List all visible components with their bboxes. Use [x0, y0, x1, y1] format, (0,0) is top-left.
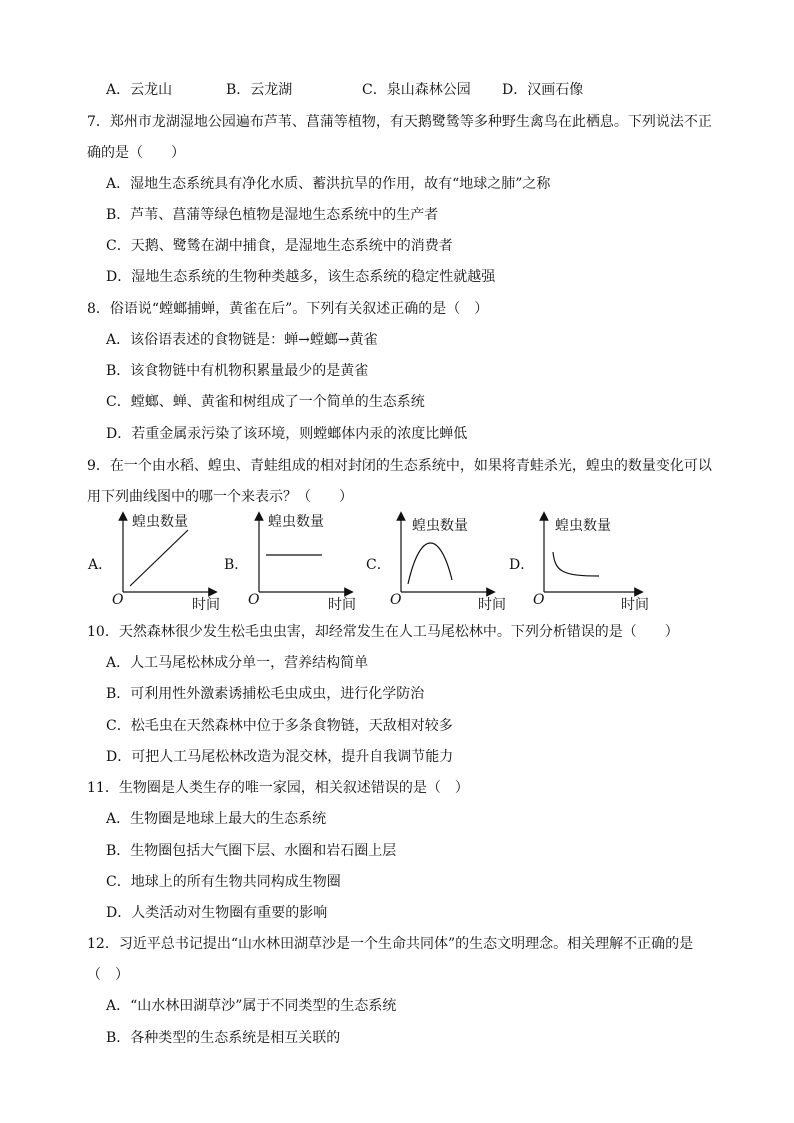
curve-rising [130, 530, 188, 586]
curve-drop-then-flat [553, 552, 599, 576]
q9-graph-b [244, 510, 364, 614]
q8-option-c: C．螳螂、蝉、黄雀和树组成了一个简单的生态系统 [106, 394, 425, 410]
origin-label: O [112, 592, 124, 608]
y-axis-label: 蝗虫数量 [132, 514, 188, 530]
q7-option-a: A．湿地生态系统具有净化水质、蓄洪抗旱的作用，故有“地球之肺”之称 [106, 176, 551, 192]
q7-stem-line1: 7．郑州市龙湖湿地公园遍布芦苇、菖蒲等植物，有天鹅鹭鸶等多种野生禽鸟在此栖息。下列说法不正 [87, 114, 712, 130]
origin-label: O [533, 592, 545, 608]
curve-rise-then-fall [408, 543, 452, 584]
x-axis-label: 时间 [328, 597, 356, 613]
y-axis-label: 蝗虫数量 [412, 518, 468, 534]
q12-stem-line1: 12．习近平总书记提出“山水林田湖草沙是一个生命共同体”的生态文明理念。相关理解不正确的是 [87, 936, 694, 952]
q9-stem-line1: 9．在一个由水稻、蝗虫、青蛙组成的相对封闭的生态系统中，如果将青蛙杀光，蝗虫的数量变化可以 [87, 458, 712, 474]
q11-stem: 11．生物圈是人类生存的唯一家园，相关叙述错误的是（ ） [87, 780, 469, 796]
q10-stem: 10．天然森林很少发生松毛虫虫害，却经常发生在人工马尾松林中。下列分析错误的是（ ） [87, 624, 679, 640]
q6-option-c: C．泉山森林公园 [362, 82, 471, 98]
q12-stem-line2: （ ） [87, 967, 129, 983]
q11-option-b: B．生物圈包括大气圈下层、水圈和岩石圈上层 [106, 843, 397, 859]
q12-option-b: B．各种类型的生态系统是相互关联的 [106, 1030, 341, 1046]
q12-option-a: A．“山水林田湖草沙”属于不同类型的生态系统 [106, 998, 397, 1014]
y-axis-label: 蝗虫数量 [268, 514, 324, 530]
q10-option-a: A．人工马尾松林成分单一，营养结构简单 [106, 655, 369, 671]
y-axis-label: 蝗虫数量 [555, 518, 611, 534]
q9-graph-d-label: D． [509, 557, 535, 573]
x-axis-label: 时间 [478, 597, 506, 613]
q10-option-b: B．可利用性外激素诱捕松毛虫成虫，进行化学防治 [106, 686, 425, 702]
q7-stem-line2: 确的是（ ） [87, 145, 185, 161]
origin-label: O [390, 592, 402, 608]
origin-label: O [248, 592, 260, 608]
q9-graph-a [108, 510, 228, 614]
q9-graph-c-label: C． [366, 557, 391, 573]
q6-option-a: A．云龙山 [106, 82, 173, 98]
q11-option-a: A．生物圈是地球上最大的生态系统 [106, 811, 327, 827]
x-axis-label: 时间 [192, 597, 220, 613]
q9-graph-b-label: B． [224, 557, 249, 573]
q11-option-c: C．地球上的所有生物共同构成生物圈 [106, 874, 341, 890]
q8-stem: 8．俗语说“螳螂捕蝉，黄雀在后”。下列有关叙述正确的是（ ） [87, 301, 489, 317]
q7-option-c: C．天鹅、鹭鸶在湖中捕食，是湿地生态系统中的消费者 [106, 238, 453, 254]
q9-stem-line2: 用下列曲线图中的哪一个来表示？（ ） [87, 489, 353, 505]
q8-option-a: A．该俗语表述的食物链是：蝉→螳螂→黄雀 [106, 332, 378, 348]
q10-option-c: C．松毛虫在天然森林中位于多条食物链，天敌相对较多 [106, 718, 453, 734]
q11-option-d: D．人类活动对生物圈有重要的影响 [106, 905, 328, 921]
x-axis-label: 时间 [621, 597, 649, 613]
q8-option-b: B．该食物链中有机物积累量最少的是黄雀 [106, 363, 369, 379]
q7-option-d: D．湿地生态系统的生物种类越多，该生态系统的稳定性就越强 [106, 269, 496, 285]
q6-options [106, 80, 706, 100]
q6-option-b: B．云龙湖 [226, 82, 293, 98]
q7-option-b: B．芦苇、菖蒲等绿色植物是湿地生态系统中的生产者 [106, 207, 439, 223]
q9-graph-a-label: A． [88, 557, 113, 573]
q9-graph-d [529, 510, 659, 614]
q8-option-d: D．若重金属汞污染了该环境，则螳螂体内汞的浓度比蝉低 [106, 426, 468, 442]
q10-option-d: D．可把人工马尾松林改造为混交林，提升自我调节能力 [106, 749, 454, 765]
q9-graph-c [386, 510, 506, 614]
q6-option-d: D．汉画石像 [502, 82, 584, 98]
